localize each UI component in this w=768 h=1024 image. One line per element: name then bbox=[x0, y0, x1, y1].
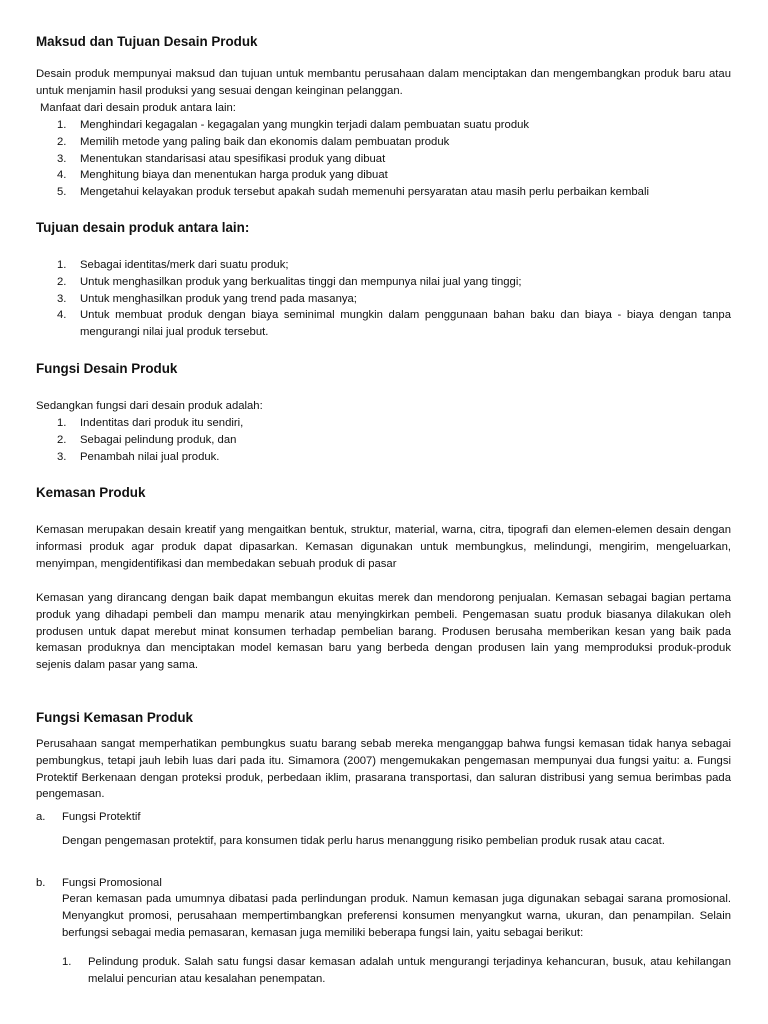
list-item: 2. Memilih metode yang paling baik dan ekonomis dalam pembuatan produk bbox=[57, 135, 450, 148]
manfaat-label: Manfaat dari desain produk antara lain: bbox=[40, 102, 236, 114]
list-item: 2. Sebagai pelindung produk, dan bbox=[57, 433, 237, 446]
list-item: 1. Menghindari kegagalan - kegagalan yang mungkin terjadi dalam pembuatan suatu produk bbox=[57, 119, 530, 131]
heading-fungsi-kemasan: Fungsi Kemasan Produk bbox=[36, 710, 193, 725]
paragraph-desain-intro: Desain produk mempunyai maksud dan tujuan untuk membantu perusahaan dalam menciptakan dan mengembangkan produk baru atau untuk menjamin hasil produksi yang sesuai dengan keinginan pelanggan. bbox=[36, 68, 731, 97]
heading-kemasan-produk: Kemasan Produk bbox=[36, 485, 146, 500]
list-item: 4. Menghitung biaya dan menentukan harga produk yang dibuat bbox=[57, 169, 388, 182]
tujuan-list bbox=[36, 257, 731, 341]
list-item: 1. Pelindung produk. Salah satu fungsi dasar kemasan adalah untuk mengurangi terjadinya kehancuran, busuk, atau kehilangan melalui pencurian atau kesalahan penempatan. bbox=[62, 956, 731, 985]
fungsi-list bbox=[36, 415, 731, 465]
list-item: 3. Untuk menghasilkan produk yang trend pada masanya; bbox=[57, 292, 357, 305]
manfaat-list bbox=[36, 117, 731, 201]
heading-maksud-tujuan: Maksud dan Tujuan Desain Produk bbox=[36, 34, 258, 49]
heading-fungsi-desain: Fungsi Desain Produk bbox=[36, 361, 178, 376]
list-item: 3. Penambah nilai jual produk. bbox=[57, 450, 220, 463]
list-item: 2. Untuk menghasilkan produk yang berkualitas tinggi dan mempunya nilai jual yang tinggi; bbox=[57, 275, 522, 288]
promosional-list bbox=[62, 954, 731, 988]
list-item: 4. Untuk membuat produk dengan biaya seminimal mungkin dalam penggunaan bahan baku dan biaya - biaya dengan tanpa mengurangi nilai jual produk tersebut. bbox=[57, 309, 731, 339]
paragraph-fungsi-promosional: Peran kemasan pada umumnya dibatasi pada perlindungan produk. Namun kemasan juga digunakan sebagai sarana promosional. Menyangkut promosi, perusahaan mempertimbangkan preferensi konsumen menyangkut warna, ukuran, dan penampilan. Selain berfungsi sebagai media pemasaran, kemasan juga memiliki beberapa fungsi lain, yaitu sebagai berikut: bbox=[62, 893, 731, 939]
subsection-b-label: b. Fungsi Promosional bbox=[36, 877, 162, 889]
heading-tujuan-desain: Tujuan desain produk antara lain: bbox=[36, 220, 250, 235]
subsection-a-label: a. Fungsi Protektif bbox=[36, 811, 141, 823]
paragraph-kemasan-1: Kemasan merupakan desain kreatif yang mengaitkan bentuk, struktur, material, warna, citra, tipografi dan elemen-elemen desain dengan informasi produk agar produk dapat dipasarkan. Kemasan digunakan untuk membungkus, melindungi, mengirim, mengeluarkan, menyimpan, mengidentifikasi dan membedakan sebuah produk di pasar bbox=[36, 524, 731, 570]
paragraph-fungsi-protektif: Dengan pengemasan protektif, para konsumen tidak perlu harus menanggung risiko pembelian produk rusak atau cacat. bbox=[62, 835, 665, 847]
paragraph-fungsi-intro: Sedangkan fungsi dari desain produk adalah: bbox=[36, 400, 263, 412]
list-item: 3. Menentukan standarisasi atau spesifikasi produk yang dibuat bbox=[57, 152, 386, 165]
paragraph-fungsi-kemasan: Perusahaan sangat memperhatikan pembungkus suatu barang sebab mereka menganggap bahwa fungsi kemasan tidak hanya sebagai pembungkus, tetapi jauh lebih luas dari pada itu. Simamora (2007) mengemukakan pengemasan mempunyai dua fungsi yaitu: a. Fungsi Protektif Berkenaan dengan proteksi produk, perbedaan iklim, prasarana transportasi, dan saluran distribusi yang semua berimbas pada pengemasan. bbox=[36, 738, 731, 801]
list-item: 1. Sebagai identitas/merk dari suatu produk; bbox=[57, 259, 289, 271]
list-item: 5. Mengetahui kelayakan produk tersebut apakah sudah memenuhi persyaratan atau masih perlu perbaikan kembali bbox=[57, 186, 649, 199]
paragraph-kemasan-2: Kemasan yang dirancang dengan baik dapat membangun ekuitas merek dan mendorong penjualan. Kemasan sebagai bagian pertama produk yang dihadapi pembeli dan mampu menarik atau menyingkirkan pembeli. Pengemasan suatu produk biasanya dilakukan oleh produsen untuk dapat merebut minat konsumen terhadap pembelian barang. Produsen berusaha memberikan kesan yang baik pada kemasan produknya dan menciptakan model kemasan baru yang berbeda dengan produsen lain yang memproduksi produk-produk sejenis dalam pasar yang sama. bbox=[36, 592, 731, 672]
list-item: 1. Indentitas dari produk itu sendiri, bbox=[57, 417, 244, 429]
